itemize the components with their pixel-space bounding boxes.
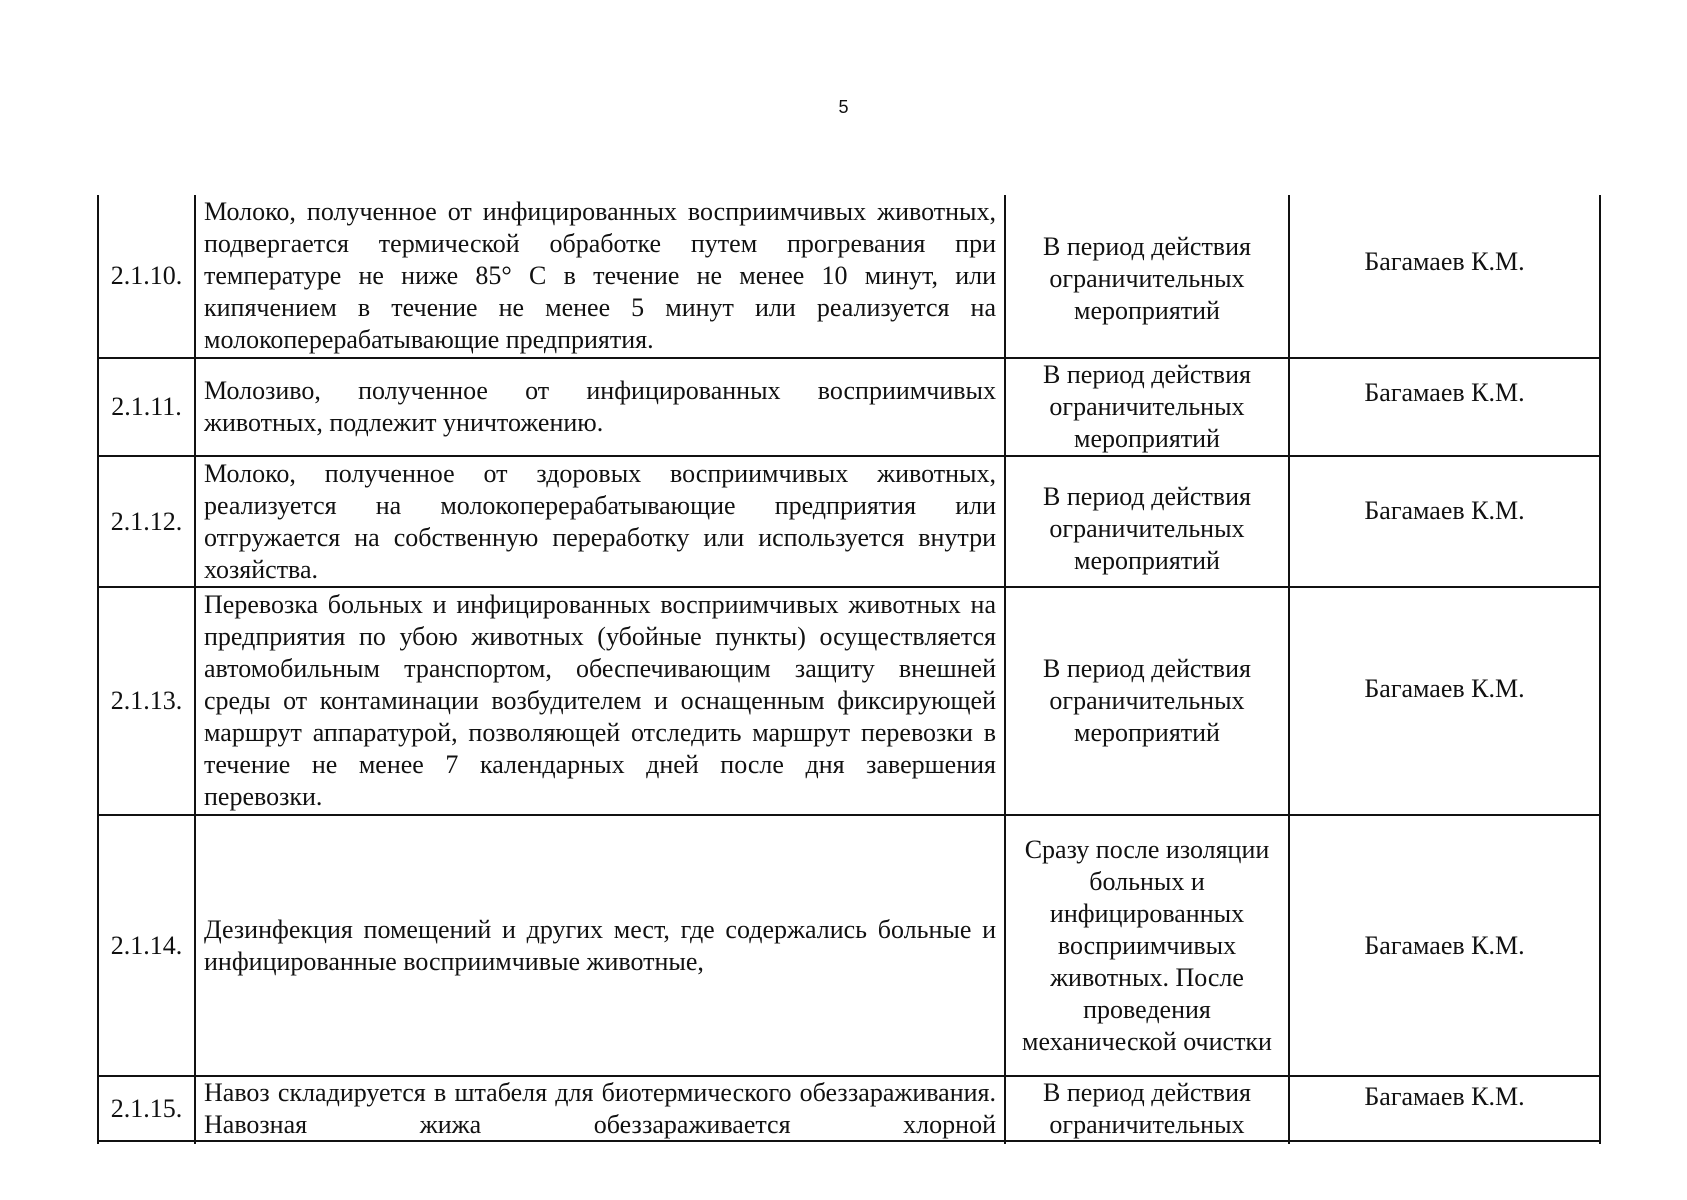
row-number-text: 2.1.11. bbox=[111, 392, 182, 421]
row-number-text: 2.1.14. bbox=[110, 930, 183, 960]
row-period-text: В период действия ограничительных мероприятий bbox=[1043, 654, 1251, 747]
row-description-text: Дезинфекция помещений и других мест, где содержались больные и инфицированные восприимчивые животные, bbox=[204, 914, 996, 976]
row-period-text: В период действия ограничительных мероприятий bbox=[1043, 360, 1251, 453]
table-row-period bbox=[1006, 816, 1288, 1075]
table-row-responsible bbox=[1290, 816, 1599, 1075]
table-row-number bbox=[99, 816, 194, 1075]
table-row-period bbox=[1006, 195, 1288, 357]
row-description-text: Молоко, полученное от инфицированных восприимчивых животных, подвергается термической обработке путем прогревания при температуре не ниже 85° С в течение не менее 10 минут, или кипячением в течение не менее 5 минут или реализуется на молокоперерабатывающие предприятия. bbox=[204, 197, 996, 354]
table-bottom-border bbox=[97, 1140, 1601, 1142]
page-number: 5 bbox=[838, 97, 849, 117]
table-row-period bbox=[1006, 588, 1288, 814]
row-period-text: В период действия ограничительных мероприятий bbox=[1043, 232, 1251, 325]
row-description-text: Молозиво, полученное от инфицированных восприимчивых животных, подлежит уничтожению. bbox=[204, 376, 996, 437]
row-period-text: Сразу после изоляции больных и инфицированных восприимчивых животных. После проведения механической очистки bbox=[1022, 834, 1272, 1056]
table-row-number bbox=[99, 195, 194, 357]
row-description-text: Молоко, полученное от здоровых восприимчивых животных, реализуется на молокоперерабатывающие предприятия или отгружается на собственную переработку или используется внутри хозяйства. bbox=[204, 458, 996, 584]
table-row-responsible bbox=[1290, 457, 1599, 565]
row-number-text: 2.1.10. bbox=[110, 261, 183, 290]
table-row-responsible bbox=[1290, 1077, 1599, 1117]
row-period-text: В период действия ограничительных bbox=[1043, 1078, 1251, 1139]
row-number-text: 2.1.13. bbox=[110, 686, 183, 715]
table-row-period bbox=[1006, 1077, 1288, 1140]
table-row-description bbox=[196, 359, 1004, 455]
table-row-responsible bbox=[1290, 195, 1599, 329]
table-row-period bbox=[1006, 457, 1288, 586]
row-responsible-text: Багамаев К.М. bbox=[1364, 930, 1525, 960]
row-responsible-text: Багамаев К.М. bbox=[1364, 1082, 1525, 1111]
row-number-text: 2.1.15. bbox=[110, 1093, 183, 1123]
row-period-text: В период действия ограничительных мероприятий bbox=[1043, 481, 1251, 575]
row-responsible-text: Багамаев К.М. bbox=[1364, 674, 1525, 703]
row-responsible-text: Багамаев К.М. bbox=[1364, 496, 1525, 525]
row-description-text: Навоз складируется в штабеля для биотермического обеззараживания. Навозная жижа обеззараживается хлорной bbox=[204, 1078, 996, 1139]
table-row-description bbox=[196, 1077, 1004, 1140]
table-row-description bbox=[196, 457, 1004, 586]
table-row-number bbox=[99, 1077, 194, 1140]
measures-table bbox=[97, 195, 1601, 1144]
table-right-border bbox=[1599, 195, 1601, 1144]
table-row-responsible bbox=[1290, 588, 1599, 790]
row-description-text: Перевозка больных и инфицированных восприимчивых животных на предприятия по убою животных (убойные пункты) осуществляется автомобильным транспортом, обеспечивающим защиту внешней среды от контаминации возбудителем и оснащенным фиксирующей маршрут аппаратурой, позволяющей отследить маршрут перевозки в течение не менее 7 календарных дней после дня завершения перевозки. bbox=[204, 590, 996, 811]
table-row-description bbox=[196, 816, 1004, 1075]
table-row-period bbox=[1006, 359, 1288, 455]
row-number-text: 2.1.12. bbox=[110, 506, 183, 536]
row-responsible-text: Багамаев К.М. bbox=[1364, 247, 1525, 276]
table-row-description bbox=[196, 588, 1004, 814]
row-responsible-text: Багамаев К.М. bbox=[1364, 378, 1525, 407]
table-row-responsible bbox=[1290, 359, 1599, 427]
table-row-number bbox=[99, 588, 194, 814]
table-row-number bbox=[99, 457, 194, 586]
table-row-description bbox=[196, 195, 1004, 357]
table-row-number bbox=[99, 359, 194, 455]
